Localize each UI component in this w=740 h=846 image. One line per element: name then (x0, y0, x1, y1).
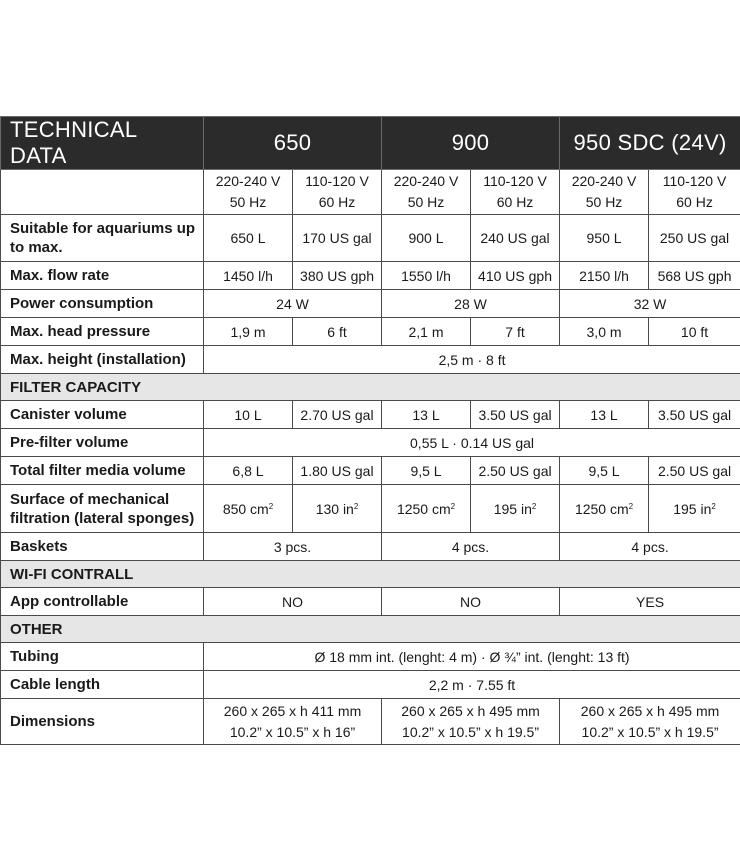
voltage-cell: 110-120 V 60 Hz (649, 170, 740, 215)
cable-row (1, 671, 740, 699)
row-label: Dimensions (1, 699, 204, 745)
empty-cell (1, 170, 204, 215)
value-cell: 195 $in^2$ (471, 485, 560, 533)
value-cell: 568 US gph (649, 262, 740, 290)
value-cell: 1,9 m (204, 318, 293, 346)
row-label: Max. flow rate (1, 262, 204, 290)
suitable-row (1, 215, 740, 262)
value-cell: 1250 $cm^2$ (560, 485, 649, 533)
row-label: App controllable (1, 588, 204, 616)
value-cell: 24 W (204, 290, 382, 318)
model-950-header: 950 SDC (24V) (560, 117, 740, 170)
section-filter-capacity (1, 374, 740, 401)
row-label: Canister volume (1, 401, 204, 429)
value-cell: 260 x 265 x h 495 mm 10.2” x 10.5” x h 19.5” (560, 699, 740, 745)
value-cell: 410 US gph (471, 262, 560, 290)
row-label: Cable length (1, 671, 204, 699)
value-cell: NO (204, 588, 382, 616)
section-heading: OTHER (1, 616, 740, 643)
value-cell: 1250 $cm^2$ (382, 485, 471, 533)
model-900-header: 900 (382, 117, 560, 170)
value-cell: 13 L (560, 401, 649, 429)
value-cell: 2150 l/h (560, 262, 649, 290)
row-label: Baskets (1, 533, 204, 561)
value-cell: 650 L (204, 215, 293, 262)
row-label: Total filter media volume (1, 457, 204, 485)
row-label: Power consumption (1, 290, 204, 318)
value-cell: 260 x 265 x h 495 mm 10.2” x 10.5” x h 19.5” (382, 699, 560, 745)
section-heading: FILTER CAPACITY (1, 374, 740, 401)
value-cell: 28 W (382, 290, 560, 318)
value-cell: 3.50 US gal (649, 401, 740, 429)
power-row (1, 290, 740, 318)
value-cell: 13 L (382, 401, 471, 429)
prefilter-row (1, 429, 740, 457)
value-cell: 10 L (204, 401, 293, 429)
value-cell: 2,2 m · 7.55 ft (204, 671, 740, 699)
flow-rate-row (1, 262, 740, 290)
value-cell: 240 US gal (471, 215, 560, 262)
row-label: Max. height (installation) (1, 346, 204, 374)
value-cell: 9,5 L (560, 457, 649, 485)
value-cell: 170 US gal (293, 215, 382, 262)
table-title: TECHNICAL DATA (1, 117, 204, 170)
value-cell: 250 US gal (649, 215, 740, 262)
value-cell: NO (382, 588, 560, 616)
model-650-header: 650 (204, 117, 382, 170)
value-cell: 0,55 L · 0.14 US gal (204, 429, 740, 457)
value-cell: 4 pcs. (560, 533, 740, 561)
voltage-row (1, 170, 740, 215)
value-cell: 6,8 L (204, 457, 293, 485)
row-label: Surface of mechanical filtration (lateral sponges) (1, 485, 204, 533)
row-label: Pre-filter volume (1, 429, 204, 457)
value-cell: 900 L (382, 215, 471, 262)
value-cell: 7 ft (471, 318, 560, 346)
value-cell: 1450 l/h (204, 262, 293, 290)
value-cell: 2,1 m (382, 318, 471, 346)
value-cell: Ø 18 mm int. (lenght: 4 m) · Ø ¾” int. (lenght: 13 ft) (204, 643, 740, 671)
value-cell: 260 x 265 x h 411 mm 10.2” x 10.5” x h 16” (204, 699, 382, 745)
section-other (1, 616, 740, 643)
value-cell: 2.50 US gal (649, 457, 740, 485)
voltage-cell: 220-240 V 50 Hz (204, 170, 293, 215)
head-pressure-row (1, 318, 740, 346)
value-cell: 380 US gph (293, 262, 382, 290)
value-cell: 10 ft (649, 318, 740, 346)
value-cell: YES (560, 588, 740, 616)
value-cell: 6 ft (293, 318, 382, 346)
value-cell: 950 L (560, 215, 649, 262)
technical-data-table (0, 116, 740, 745)
table-header-row (1, 117, 740, 170)
row-label: Max. head pressure (1, 318, 204, 346)
row-label: Tubing (1, 643, 204, 671)
voltage-cell: 110-120 V 60 Hz (471, 170, 560, 215)
value-cell: 9,5 L (382, 457, 471, 485)
value-cell: 2.50 US gal (471, 457, 560, 485)
value-cell: 2,5 m · 8 ft (204, 346, 740, 374)
value-cell: 1550 l/h (382, 262, 471, 290)
section-heading: WI-FI CONTRALL (1, 561, 740, 588)
value-cell: 850 $cm^2$ (204, 485, 293, 533)
value-cell: 3.50 US gal (471, 401, 560, 429)
app-row (1, 588, 740, 616)
row-label: Suitable for aquariums up to max. (1, 215, 204, 262)
voltage-cell: 220-240 V 50 Hz (560, 170, 649, 215)
baskets-row (1, 533, 740, 561)
value-cell: 195 $in^2$ (649, 485, 740, 533)
section-wifi (1, 561, 740, 588)
dimensions-row (1, 699, 740, 745)
max-height-row (1, 346, 740, 374)
surface-row (1, 485, 740, 533)
media-volume-row (1, 457, 740, 485)
voltage-cell: 110-120 V 60 Hz (293, 170, 382, 215)
tubing-row (1, 643, 740, 671)
value-cell: 130 $in^2$ (293, 485, 382, 533)
value-cell: 2.70 US gal (293, 401, 382, 429)
value-cell: 3 pcs. (204, 533, 382, 561)
voltage-cell: 220-240 V 50 Hz (382, 170, 471, 215)
value-cell: 1.80 US gal (293, 457, 382, 485)
value-cell: 4 pcs. (382, 533, 560, 561)
value-cell: 3,0 m (560, 318, 649, 346)
value-cell: 32 W (560, 290, 740, 318)
canister-row (1, 401, 740, 429)
